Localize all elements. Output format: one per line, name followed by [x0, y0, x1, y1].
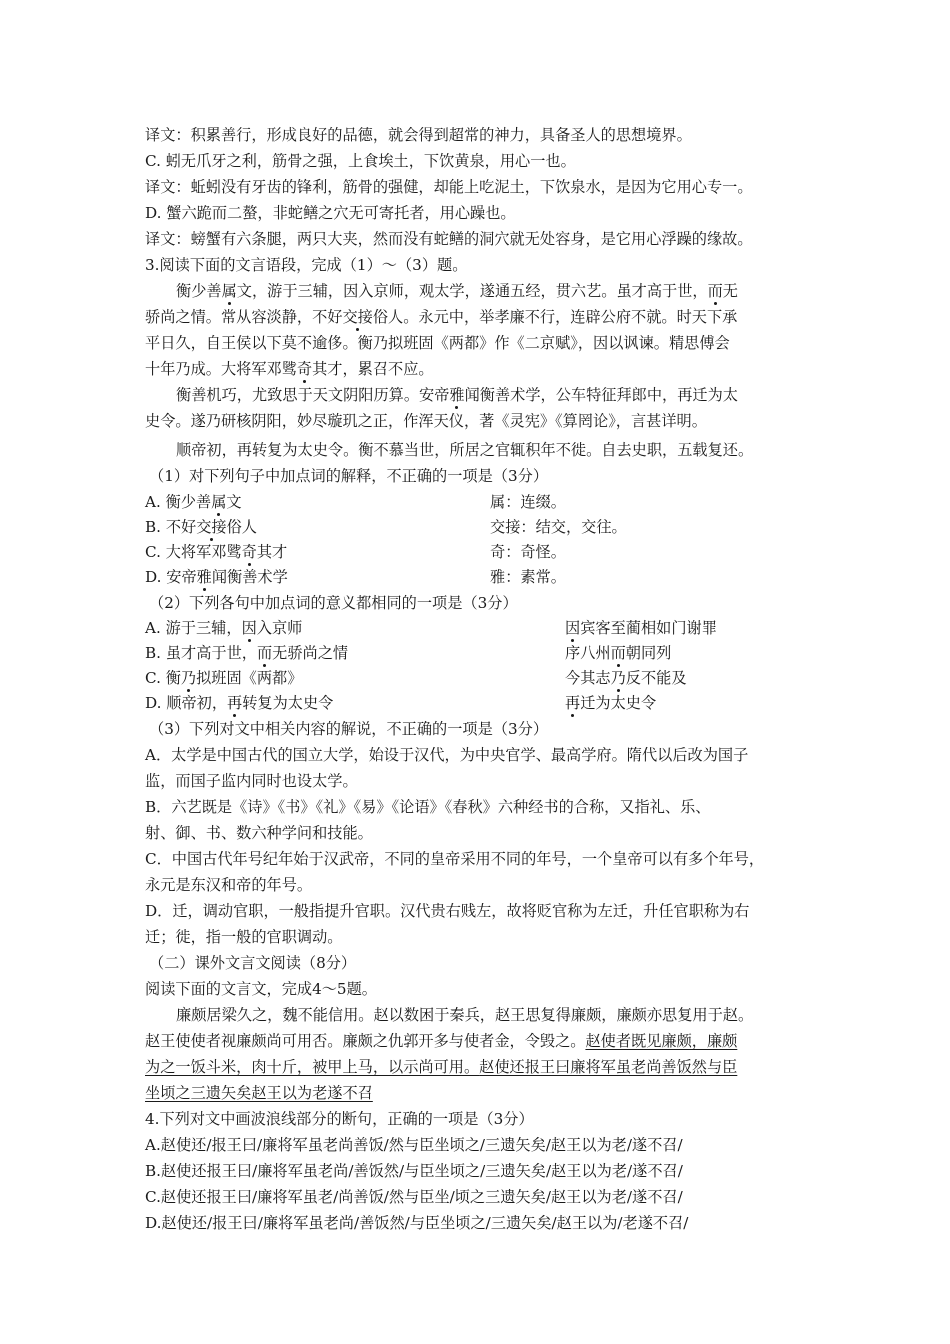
q3-option-c: C．中国古代年号纪年始于汉武帝，不同的皇帝采用不同的年号，一个皇帝可以有多个年号，	[145, 850, 765, 868]
passage-2-line: 赵王使使者视廉颇尚可用否。廉颇之仇郭开多与使者金，令毁之。赵使者既见廉颇，廉颇	[145, 1032, 738, 1050]
q3-option-c-cont: 永元是东汉和帝的年号。	[145, 876, 313, 894]
option-d: D. 蟹六跪而二螯，非蛇鳝之穴无可寄托者，用心躁也。	[145, 204, 516, 222]
dotted-word: 属	[221, 282, 237, 300]
q1-stem: （1）对下列句子中加点词的解释，不正确的一项是（3分）	[149, 467, 549, 485]
q4-stem: 4.下列对文中画波浪线部分的断句，正确的一项是（3分）	[145, 1110, 534, 1128]
translation-c: 译文：蚯蚓没有牙齿的锋利，筋骨的强健，却能上吃泥土，下饮泉水，是因为它用心专一。	[145, 178, 753, 196]
q4-option-d: D.赵使还/报王曰/廉将军虽老尚/善饭然/与臣坐顷之/三遗矢矣/赵王以为/老遂不召/	[145, 1214, 689, 1232]
translation-b: 译文：积累善行，形成良好的品德，就会得到超常的神力，具备圣人的思想境界。	[145, 126, 692, 144]
dotted-word: 雅	[449, 386, 465, 404]
option-c: C. 蚓无爪牙之利，筋骨之强，上食埃土，下饮黄泉，用心一也。	[145, 152, 576, 170]
wavy-underlined-text: 坐顷之三遗矢矣赵王以为老遂不召	[145, 1084, 373, 1102]
passage-2-line: 廉颇居梁久之，魏不能信用。赵以数困于秦兵，赵王思复得廉颇，廉颇亦思复用于赵。	[176, 1006, 754, 1024]
passage-line: 平日久，自王侯以下莫不逾侈。衡乃拟班固《两都》作《二京赋》，因以讽谏。精思傅会	[145, 334, 730, 352]
dotted-word: 而	[707, 282, 723, 300]
question-3-heading: 3.阅读下面的文言语段，完成（1）～（3）题。	[145, 256, 468, 274]
q2-option-c: C. 衡乃拟班固《两都》 今其志乃反不能及	[145, 669, 687, 687]
q4-option-c: C.赵使还报王曰/廉将军虽老/尚善饭/然与臣坐/顷之三遗矢矣/赵王以为老/遂不召/	[145, 1188, 683, 1206]
q3-option-a: A．太学是中国古代的国立大学，始设于汉代，为中央官学、最高学府。隋代以后改为国子	[145, 746, 749, 764]
q4-option-b: B.赵使还报王曰/廉将军虽老尚/善饭然/与臣坐顷之/三遗矢矣/赵王以为老/遂不召/	[145, 1162, 683, 1180]
q3-option-d-cont: 迁；徙，指一般的官职调动。	[145, 928, 343, 946]
passage-line: 骄尚之情。常从容淡静，不好交接俗人。永元中，举孝廉不行，连辟公府不就。时天下承	[145, 308, 738, 326]
q3-option-a-cont: 监，而国子监内同时也设太学。	[145, 772, 358, 790]
q2-option-a: A. 游于三辅，因入京师 因宾客至蔺相如门谢罪	[145, 619, 717, 637]
q3-stem: （3）下列对文中相关内容的解说，不正确的一项是（3分）	[149, 720, 549, 738]
passage-line: 衡少善属文，游于三辅，因入京师，观太学，遂通五经，贯六艺。虽才高于世，而无	[176, 282, 738, 300]
q1-option-c: C. 大将军邓骘奇其才 奇：奇怪。	[145, 543, 566, 561]
q3-option-d: D．迁，调动官职，一般指提升官职。汉代贵右贱左，故将贬官称为左迁，升任官职称为右	[145, 902, 750, 920]
section-2-title: （二）课外文言文阅读（8分）	[149, 954, 357, 972]
translation-d: 译文：螃蟹有六条腿，两只大夹，然而没有蛇鳝的洞穴就无处容身，是它用心浮躁的缘故。	[145, 230, 753, 248]
section-2-intro: 阅读下面的文言文，完成4～5题。	[145, 980, 377, 998]
underlined-sentence: 为之一饭斗米，肉十斤，被甲上马，以示尚可用。	[145, 1058, 480, 1076]
q2-stem: （2）下列各句中加点词的意义都相同的一项是（3分）	[149, 594, 518, 612]
wavy-underlined-text: 赵使还报王曰廉将军虽老尚善饭然与臣	[479, 1058, 738, 1076]
q4-option-a: A.赵使还/报王曰/廉将军虽老尚善饭/然与臣坐顷之/三遗矢矣/赵王以为老/遂不召/	[145, 1136, 683, 1154]
underlined-sentence: 赵使者既见廉颇，廉颇	[585, 1032, 738, 1050]
q1-option-d: D. 安帝雅闻衡善术学 雅：素常。	[145, 568, 566, 586]
passage-2-line	[145, 1057, 737, 1077]
passage-line: 十年乃成。大将军邓骘奇其才，累召不应。	[145, 360, 434, 378]
dotted-word: 奇	[296, 360, 313, 378]
passage-line: 史令。遂乃研核阴阳，妙尽璇玑之正，作浑天仪，著《灵宪》《算罔论》，言甚详明。	[145, 412, 707, 430]
dotted-word: 交接	[342, 308, 373, 326]
q1-option-a: A. 衡少善属文 属：连缀。	[145, 493, 566, 511]
q1-option-b: B. 不好交接俗人 交接：结交，交往。	[145, 518, 627, 536]
passage-line: 衡善机巧，尤致思于天文阴阳历算。安帝雅闻衡善术学，公车特征拜郎中，再迁为太	[176, 386, 738, 404]
q3-option-b: B．六艺既是《诗》《书》《礼》《易》《论语》《春秋》六种经书的合称，又指礼、乐、	[145, 798, 711, 816]
q2-option-b: B. 虽才高于世，而无骄尚之情 序八州而朝同列	[145, 644, 672, 662]
passage-2-line	[145, 1083, 373, 1103]
q2-option-d: D. 顺帝初，再转复为太史令 再迁为太史令	[145, 694, 657, 712]
passage-line: 顺帝初，再转复为太史令。衡不慕当世，所居之官辄积年不徙。自去史职，五载复还。	[176, 441, 754, 459]
q3-option-b-cont: 射、御、书、数六种学问和技能。	[145, 824, 373, 842]
